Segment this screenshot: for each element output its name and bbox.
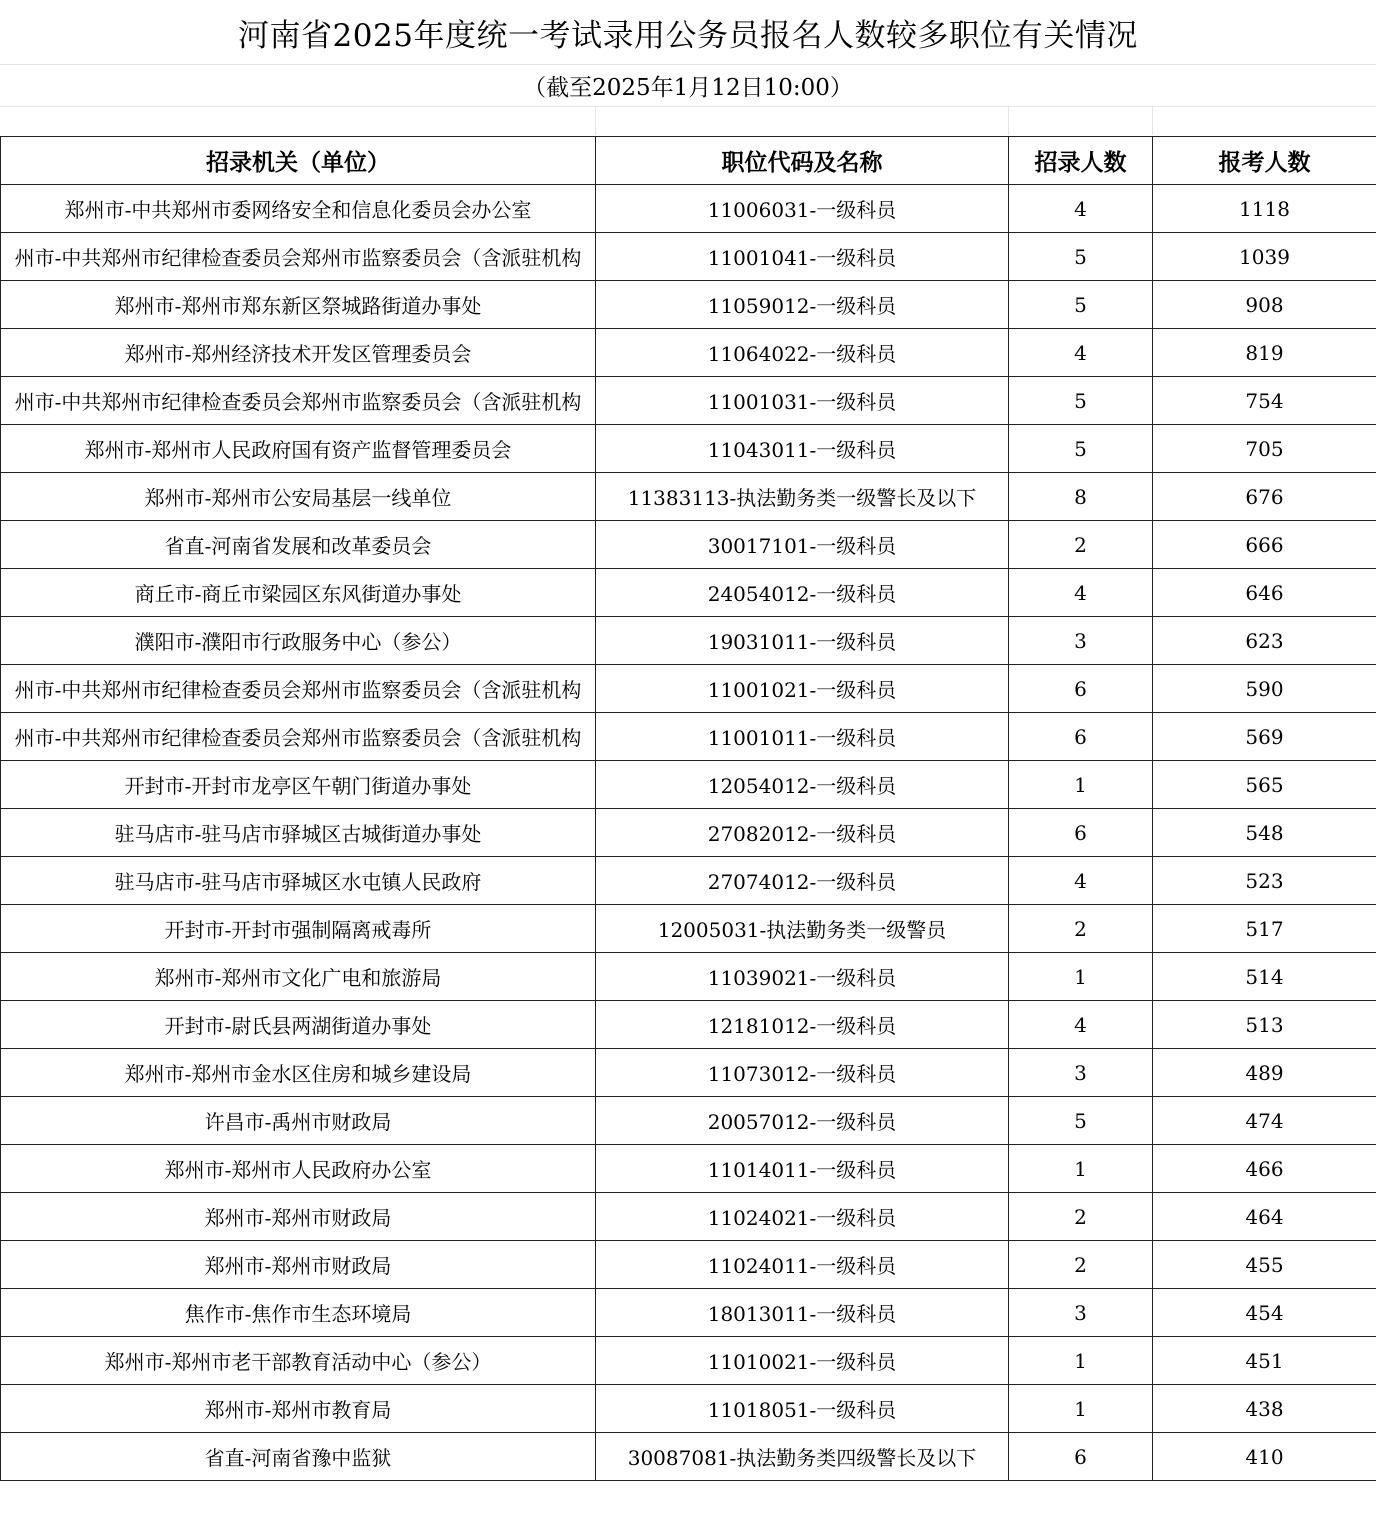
cell-applicant-count: 646: [1153, 569, 1376, 617]
cell-hiring-count: 4: [1009, 857, 1153, 905]
table-row: [1, 1193, 1376, 1241]
blank-spacer-row: [0, 107, 1376, 135]
cell-hiring-count: 1: [1009, 1385, 1153, 1433]
cell-agency-text: 郑州市-郑州市财政局: [204, 1206, 392, 1230]
cell-hiring-count: 1: [1009, 1145, 1153, 1193]
cell-hiring-count: 5: [1009, 281, 1153, 329]
cell-hiring-count: 6: [1009, 809, 1153, 857]
cell-applicant-count: 676: [1153, 473, 1376, 521]
cell-position: 24054012-一级科员: [596, 569, 1009, 617]
cell-agency-text: 省直-河南省发展和改革委员会: [164, 534, 432, 558]
cell-agency: [1, 1193, 596, 1241]
cell-position: 11039021-一级科员: [596, 953, 1009, 1001]
cell-hiring-count: 1: [1009, 1337, 1153, 1385]
cell-hiring-count: 1: [1009, 761, 1153, 809]
cell-agency-text: 郑州市-郑州市财政局: [204, 1254, 392, 1278]
cell-agency-text: 州市-中共郑州市纪律检查委员会郑州市监察委员会（含派驻机构: [14, 678, 582, 702]
header-row: [1, 137, 1376, 185]
cell-agency: [1, 665, 596, 713]
cell-applicant-count: 464: [1153, 1193, 1376, 1241]
table-row: [1, 1385, 1376, 1433]
cell-applicant-count: 908: [1153, 281, 1376, 329]
cell-agency: [1, 521, 596, 569]
cell-agency-text: 郑州市-郑州市文化广电和旅游局: [154, 966, 442, 990]
cell-agency-text: 郑州市-郑州市老干部教育活动中心（参公）: [104, 1350, 492, 1374]
cell-agency-text: 驻马店市-驻马店市驿城区水屯镇人民政府: [114, 870, 482, 894]
cell-hiring-count: 6: [1009, 665, 1153, 713]
cell-hiring-count: 2: [1009, 521, 1153, 569]
cell-agency-text: 郑州市-郑州市金水区住房和城乡建设局: [124, 1062, 472, 1086]
table-row: [1, 473, 1376, 521]
cell-agency: [1, 1241, 596, 1289]
cell-position: 18013011-一级科员: [596, 1289, 1009, 1337]
cell-agency: [1, 569, 596, 617]
cell-position: 27074012-一级科员: [596, 857, 1009, 905]
table-row: [1, 1289, 1376, 1337]
cell-agency-text: 郑州市-郑州经济技术开发区管理委员会: [124, 342, 472, 366]
cell-applicant-count: 1039: [1153, 233, 1376, 281]
cell-agency: [1, 185, 596, 233]
cell-agency-text: 省直-河南省豫中监狱: [204, 1446, 392, 1470]
cell-hiring-count: 5: [1009, 1097, 1153, 1145]
cell-applicant-count: 455: [1153, 1241, 1376, 1289]
table-row: [1, 1433, 1376, 1481]
cell-agency-text: 焦作市-焦作市生态环境局: [184, 1302, 412, 1326]
cell-position: 11018051-一级科员: [596, 1385, 1009, 1433]
cell-agency: [1, 1289, 596, 1337]
cell-agency-text: 商丘市-商丘市梁园区东风街道办事处: [134, 582, 462, 606]
cell-applicant-count: 548: [1153, 809, 1376, 857]
header-agency: 招录机关（单位）: [1, 137, 596, 185]
table-body: [1, 185, 1376, 1481]
cell-agency: [1, 617, 596, 665]
table-row: [1, 953, 1376, 1001]
cell-position: 19031011-一级科员: [596, 617, 1009, 665]
cell-agency-text: 许昌市-禹州市财政局: [204, 1110, 392, 1134]
cell-agency: [1, 1337, 596, 1385]
table-row: [1, 761, 1376, 809]
cell-agency-text: 驻马店市-驻马店市驿城区古城街道办事处: [114, 822, 482, 846]
cell-position: 11059012-一级科员: [596, 281, 1009, 329]
cell-hiring-count: 6: [1009, 1433, 1153, 1481]
gridline: [595, 107, 596, 135]
cell-position: 11024011-一级科员: [596, 1241, 1009, 1289]
cell-agency: [1, 1433, 596, 1481]
table-row: [1, 281, 1376, 329]
cell-position: 11383113-执法勤务类一级警长及以下: [596, 473, 1009, 521]
cell-agency-text: 开封市-开封市龙亭区午朝门街道办事处: [124, 774, 472, 798]
header-applicant-count: 报考人数: [1153, 137, 1376, 185]
cell-agency-text: 濮阳市-濮阳市行政服务中心（参公）: [134, 630, 462, 654]
cell-agency: [1, 1385, 596, 1433]
cell-hiring-count: 8: [1009, 473, 1153, 521]
cell-agency: [1, 473, 596, 521]
cell-applicant-count: 451: [1153, 1337, 1376, 1385]
cell-hiring-count: 5: [1009, 425, 1153, 473]
cell-agency-text: 州市-中共郑州市纪律检查委员会郑州市监察委员会（含派驻机构: [14, 390, 582, 414]
cell-applicant-count: 489: [1153, 1049, 1376, 1097]
cell-agency: [1, 1145, 596, 1193]
cell-agency: [1, 1049, 596, 1097]
table-row: [1, 185, 1376, 233]
cell-applicant-count: 523: [1153, 857, 1376, 905]
cell-applicant-count: 623: [1153, 617, 1376, 665]
cell-applicant-count: 754: [1153, 377, 1376, 425]
cell-applicant-count: 410: [1153, 1433, 1376, 1481]
table-row: [1, 1097, 1376, 1145]
cell-applicant-count: 466: [1153, 1145, 1376, 1193]
cell-applicant-count: 565: [1153, 761, 1376, 809]
cell-hiring-count: 5: [1009, 233, 1153, 281]
cell-position: 20057012-一级科员: [596, 1097, 1009, 1145]
table-row: [1, 1001, 1376, 1049]
cell-agency-text: 州市-中共郑州市纪律检查委员会郑州市监察委员会（含派驻机构: [14, 246, 582, 270]
cell-agency: [1, 857, 596, 905]
table-row: [1, 665, 1376, 713]
cell-position: 11024021-一级科员: [596, 1193, 1009, 1241]
cell-applicant-count: 438: [1153, 1385, 1376, 1433]
cell-hiring-count: 5: [1009, 377, 1153, 425]
cell-hiring-count: 4: [1009, 1001, 1153, 1049]
cell-position: 11073012-一级科员: [596, 1049, 1009, 1097]
cell-agency-text: 开封市-开封市强制隔离戒毒所: [164, 918, 432, 942]
cell-position: 11001031-一级科员: [596, 377, 1009, 425]
gridline: [1008, 107, 1009, 135]
cell-position: 11006031-一级科员: [596, 185, 1009, 233]
cell-position: 11014011-一级科员: [596, 1145, 1009, 1193]
cell-applicant-count: 517: [1153, 905, 1376, 953]
cell-position: 27082012-一级科员: [596, 809, 1009, 857]
table-row: [1, 809, 1376, 857]
cell-agency-text: 郑州市-中共郑州市委网络安全和信息化委员会办公室: [64, 198, 532, 222]
cell-position: 11043011-一级科员: [596, 425, 1009, 473]
cell-agency: [1, 953, 596, 1001]
cell-agency: [1, 761, 596, 809]
cell-hiring-count: 4: [1009, 185, 1153, 233]
cell-agency: [1, 1097, 596, 1145]
cell-agency: [1, 281, 596, 329]
cell-agency-text: 郑州市-郑州市人民政府国有资产监督管理委员会: [84, 438, 512, 462]
cell-agency: [1, 377, 596, 425]
cell-agency: [1, 1001, 596, 1049]
cell-agency: [1, 233, 596, 281]
table-row: [1, 233, 1376, 281]
cell-position: 11001021-一级科员: [596, 665, 1009, 713]
cell-agency: [1, 329, 596, 377]
cell-applicant-count: 1118: [1153, 185, 1376, 233]
cell-hiring-count: 2: [1009, 1241, 1153, 1289]
table-row: [1, 1145, 1376, 1193]
cell-position: 12005031-执法勤务类一级警员: [596, 905, 1009, 953]
cell-agency-text: 郑州市-郑州市郑东新区祭城路街道办事处: [114, 294, 482, 318]
cell-position: 12181012-一级科员: [596, 1001, 1009, 1049]
table-row: [1, 857, 1376, 905]
table-row: [1, 713, 1376, 761]
gridline: [1152, 107, 1153, 135]
cell-applicant-count: 454: [1153, 1289, 1376, 1337]
cell-position: 30087081-执法勤务类四级警长及以下: [596, 1433, 1009, 1481]
cell-applicant-count: 705: [1153, 425, 1376, 473]
cell-hiring-count: 2: [1009, 905, 1153, 953]
cell-position: 11064022-一级科员: [596, 329, 1009, 377]
cell-hiring-count: 1: [1009, 953, 1153, 1001]
cell-applicant-count: 819: [1153, 329, 1376, 377]
cell-agency: [1, 809, 596, 857]
cell-agency-text: 州市-中共郑州市纪律检查委员会郑州市监察委员会（含派驻机构: [14, 726, 582, 750]
cell-hiring-count: 6: [1009, 713, 1153, 761]
cell-hiring-count: 3: [1009, 1289, 1153, 1337]
table-row: [1, 521, 1376, 569]
header-hiring-count: 招录人数: [1009, 137, 1153, 185]
cell-applicant-count: 666: [1153, 521, 1376, 569]
table-row: [1, 425, 1376, 473]
table-row: [1, 617, 1376, 665]
cell-position: 11001011-一级科员: [596, 713, 1009, 761]
cell-hiring-count: 3: [1009, 1049, 1153, 1097]
page-subtitle: （截至2025年1月12日10:00）: [0, 65, 1376, 107]
positions-table: [0, 136, 1376, 1481]
cell-hiring-count: 4: [1009, 569, 1153, 617]
cell-position: 12054012-一级科员: [596, 761, 1009, 809]
cell-agency: [1, 713, 596, 761]
header-position: 职位代码及名称: [596, 137, 1009, 185]
table-row: [1, 329, 1376, 377]
table-row: [1, 1337, 1376, 1385]
cell-applicant-count: 569: [1153, 713, 1376, 761]
table-row: [1, 905, 1376, 953]
cell-applicant-count: 590: [1153, 665, 1376, 713]
cell-applicant-count: 474: [1153, 1097, 1376, 1145]
table-row: [1, 569, 1376, 617]
cell-hiring-count: 2: [1009, 1193, 1153, 1241]
table-row: [1, 1049, 1376, 1097]
table-row: [1, 377, 1376, 425]
cell-hiring-count: 3: [1009, 617, 1153, 665]
cell-agency-text: 郑州市-郑州市教育局: [204, 1398, 392, 1422]
cell-agency-text: 开封市-尉氏县两湖街道办事处: [164, 1014, 432, 1038]
cell-position: 11001041-一级科员: [596, 233, 1009, 281]
page-title: 河南省2025年度统一考试录用公务员报名人数较多职位有关情况: [0, 0, 1376, 65]
cell-applicant-count: 514: [1153, 953, 1376, 1001]
cell-agency: [1, 905, 596, 953]
cell-agency-text: 郑州市-郑州市人民政府办公室: [164, 1158, 432, 1182]
table-row: [1, 1241, 1376, 1289]
cell-position: 30017101-一级科员: [596, 521, 1009, 569]
cell-applicant-count: 513: [1153, 1001, 1376, 1049]
cell-position: 11010021-一级科员: [596, 1337, 1009, 1385]
cell-agency-text: 郑州市-郑州市公安局基层一线单位: [144, 486, 452, 510]
cell-hiring-count: 4: [1009, 329, 1153, 377]
cell-agency: [1, 425, 596, 473]
